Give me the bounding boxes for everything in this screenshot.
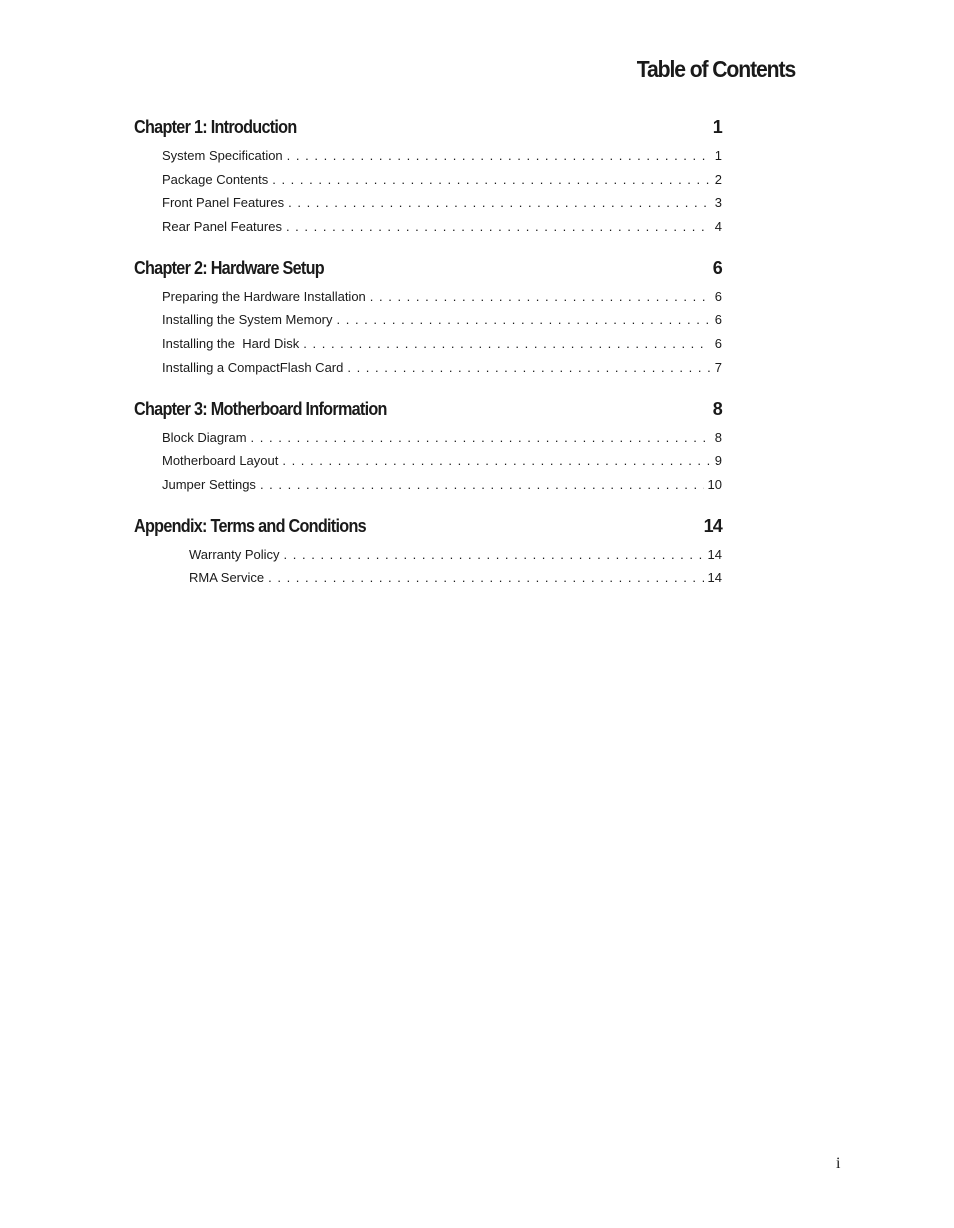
toc-entry-label: System Specification	[162, 148, 283, 163]
toc-entry-page: 1	[714, 148, 722, 163]
dot-leader	[370, 285, 710, 309]
toc-entry[interactable]	[134, 285, 722, 309]
page-number: i	[836, 1155, 841, 1172]
toc-entry[interactable]	[134, 144, 722, 168]
toc-entry-label: Rear Panel Features	[162, 219, 282, 235]
dot-leader	[260, 473, 704, 497]
chapter-heading[interactable]	[134, 394, 722, 424]
toc-entry-page: 6	[714, 336, 722, 352]
toc-entry-page: 10	[707, 476, 722, 492]
toc-entry-page: 7	[714, 359, 722, 375]
toc-entry-label: Preparing the Hardware Installation	[162, 288, 366, 304]
dot-leader	[268, 566, 703, 590]
dot-leader	[347, 356, 710, 380]
toc-entry[interactable]	[134, 566, 722, 590]
chapter-page-number: 8	[712, 398, 722, 419]
chapter-page-number: 14	[703, 515, 722, 536]
toc-entry-label: Installing the System Memory	[162, 312, 333, 328]
toc-entry-label: Installing the Hard Disk	[162, 336, 300, 352]
toc-entry-label: Front Panel Features	[162, 195, 285, 211]
chapter-title: Appendix: Terms and Conditions	[134, 515, 366, 536]
dot-leader	[272, 168, 710, 192]
toc-entry[interactable]	[134, 356, 722, 380]
chapter-title: Chapter 1: Introduction	[134, 117, 297, 137]
toc-entry-label: Block Diagram	[162, 429, 247, 445]
dot-leader	[282, 449, 710, 473]
toc-entry[interactable]	[134, 473, 722, 497]
chapter-heading[interactable]	[134, 253, 722, 283]
dot-leader	[337, 308, 710, 332]
toc-entry-page: 2	[714, 171, 722, 187]
chapter-1-section	[134, 112, 722, 239]
chapter-title: Chapter 2: Hardware Setup	[134, 257, 324, 278]
toc-entry-page: 3	[714, 195, 722, 211]
toc-entry[interactable]	[134, 191, 722, 215]
toc-entry[interactable]	[134, 215, 722, 239]
toc-entry-label: Motherboard Layout	[162, 453, 279, 469]
toc-entry[interactable]	[134, 543, 722, 567]
toc-entry-label: RMA Service	[189, 570, 265, 586]
appendix-section	[134, 511, 722, 590]
chapter-2-section	[134, 253, 722, 380]
dot-leader	[251, 426, 710, 450]
table-of-contents	[134, 112, 722, 604]
toc-entry-label: Warranty Policy	[189, 546, 280, 562]
dot-leader	[303, 332, 710, 356]
dot-leader	[288, 191, 710, 215]
toc-entry-page: 4	[714, 219, 722, 235]
toc-entry-page: 6	[714, 288, 722, 304]
toc-entry-label: Installing a CompactFlash Card	[162, 359, 344, 375]
toc-entry-label: Jumper Settings	[162, 476, 256, 492]
toc-entry[interactable]	[134, 308, 722, 332]
toc-entry-label: Package Contents	[162, 171, 269, 187]
toc-entry-page: 14	[707, 570, 722, 586]
toc-entry-page: 8	[714, 429, 722, 445]
toc-entry-page: 9	[714, 453, 722, 469]
toc-entry[interactable]	[134, 332, 722, 356]
toc-entry-page: 6	[714, 312, 722, 328]
chapter-3-section	[134, 394, 722, 497]
dot-leader	[284, 543, 704, 567]
page-title: Table of Contents	[636, 56, 795, 82]
chapter-heading[interactable]	[134, 511, 722, 541]
chapter-heading[interactable]	[134, 112, 722, 142]
toc-entry-page: 14	[707, 546, 722, 562]
dot-leader	[287, 144, 710, 168]
chapter-title: Chapter 3: Motherboard Information	[134, 398, 387, 419]
toc-entry[interactable]	[134, 426, 722, 450]
toc-entry[interactable]	[134, 449, 722, 473]
chapter-page-number: 6	[712, 257, 722, 278]
toc-entry[interactable]	[134, 168, 722, 192]
dot-leader	[286, 215, 710, 239]
chapter-page-number: 1	[712, 117, 722, 137]
